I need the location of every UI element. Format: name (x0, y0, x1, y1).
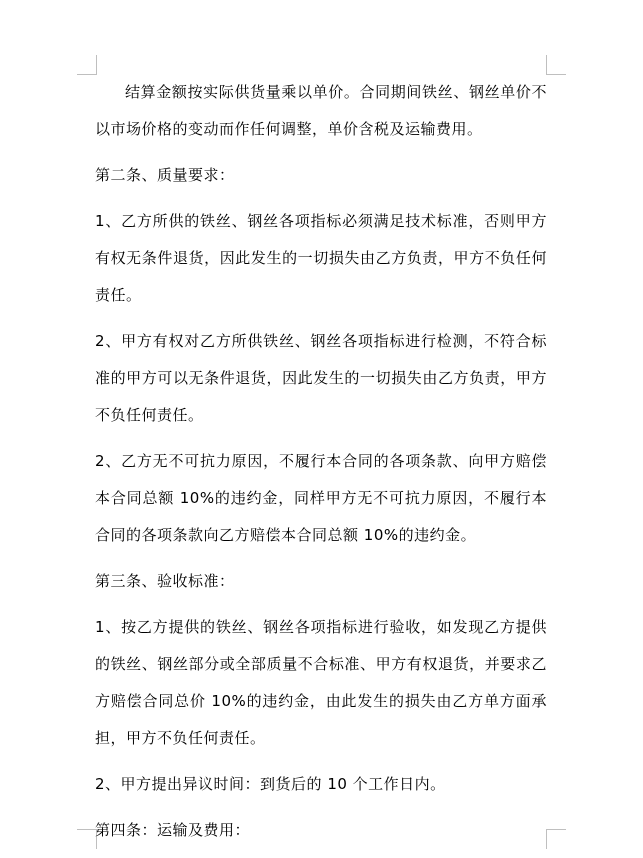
clause-breach-penalty[interactable]: 2、乙方无不可抗力原因，不履行本合同的各项条款、向甲方赔偿本合同总额 10%的违约金，同样甲方无不可抗力原因，不履行本合同的各项条款向乙方赔偿本合同总额 10%的违约金。 (95, 452, 547, 544)
margin-crop-mark-top-left (77, 55, 97, 75)
heading-article-2-quality[interactable]: 第二条、质量要求： (95, 166, 235, 184)
heading-article-4-transport[interactable]: 第四条：运输及费用： (95, 821, 251, 839)
clause-quality-item-2[interactable]: 2、甲方有权对乙方所供铁丝、钢丝各项指标进行检测，不符合标准的甲方可以无条件退货，因此发生的一切损失由乙方负责，甲方不负任何责任。 (95, 332, 547, 424)
margin-crop-mark-bottom-left (77, 829, 97, 849)
clause-acceptance-item-2[interactable]: 2、甲方提出异议时间：到货后的 10 个工作日内。 (95, 775, 446, 793)
clause-acceptance-item-1[interactable]: 1、按乙方提供的铁丝、钢丝各项指标进行验收，如发现乙方提供的铁丝、钢丝部分或全部质量不合标准、甲方有权退货，并要求乙方赔偿合同总价 10%的违约金，由此发生的损失由乙方单方面承担，甲方不负任何责任。 (95, 618, 547, 747)
margin-crop-mark-top-right (546, 55, 566, 75)
document-text-area[interactable] (95, 74, 547, 858)
margin-crop-mark-bottom-right (546, 829, 566, 849)
heading-article-3-acceptance[interactable]: 第三条、验收标准： (95, 572, 235, 590)
clause-quality-item-1[interactable]: 1、乙方所供的铁丝、钢丝各项指标必须满足技术标准，否则甲方有权无条件退货，因此发生的一切损失由乙方负责，甲方不负任何责任。 (95, 212, 547, 304)
paragraph-settlement-terms[interactable]: 结算金额按实际供货量乘以单价。合同期间铁丝、钢丝单价不以市场价格的变动而作任何调整，单价含税及运输费用。 (95, 83, 547, 138)
